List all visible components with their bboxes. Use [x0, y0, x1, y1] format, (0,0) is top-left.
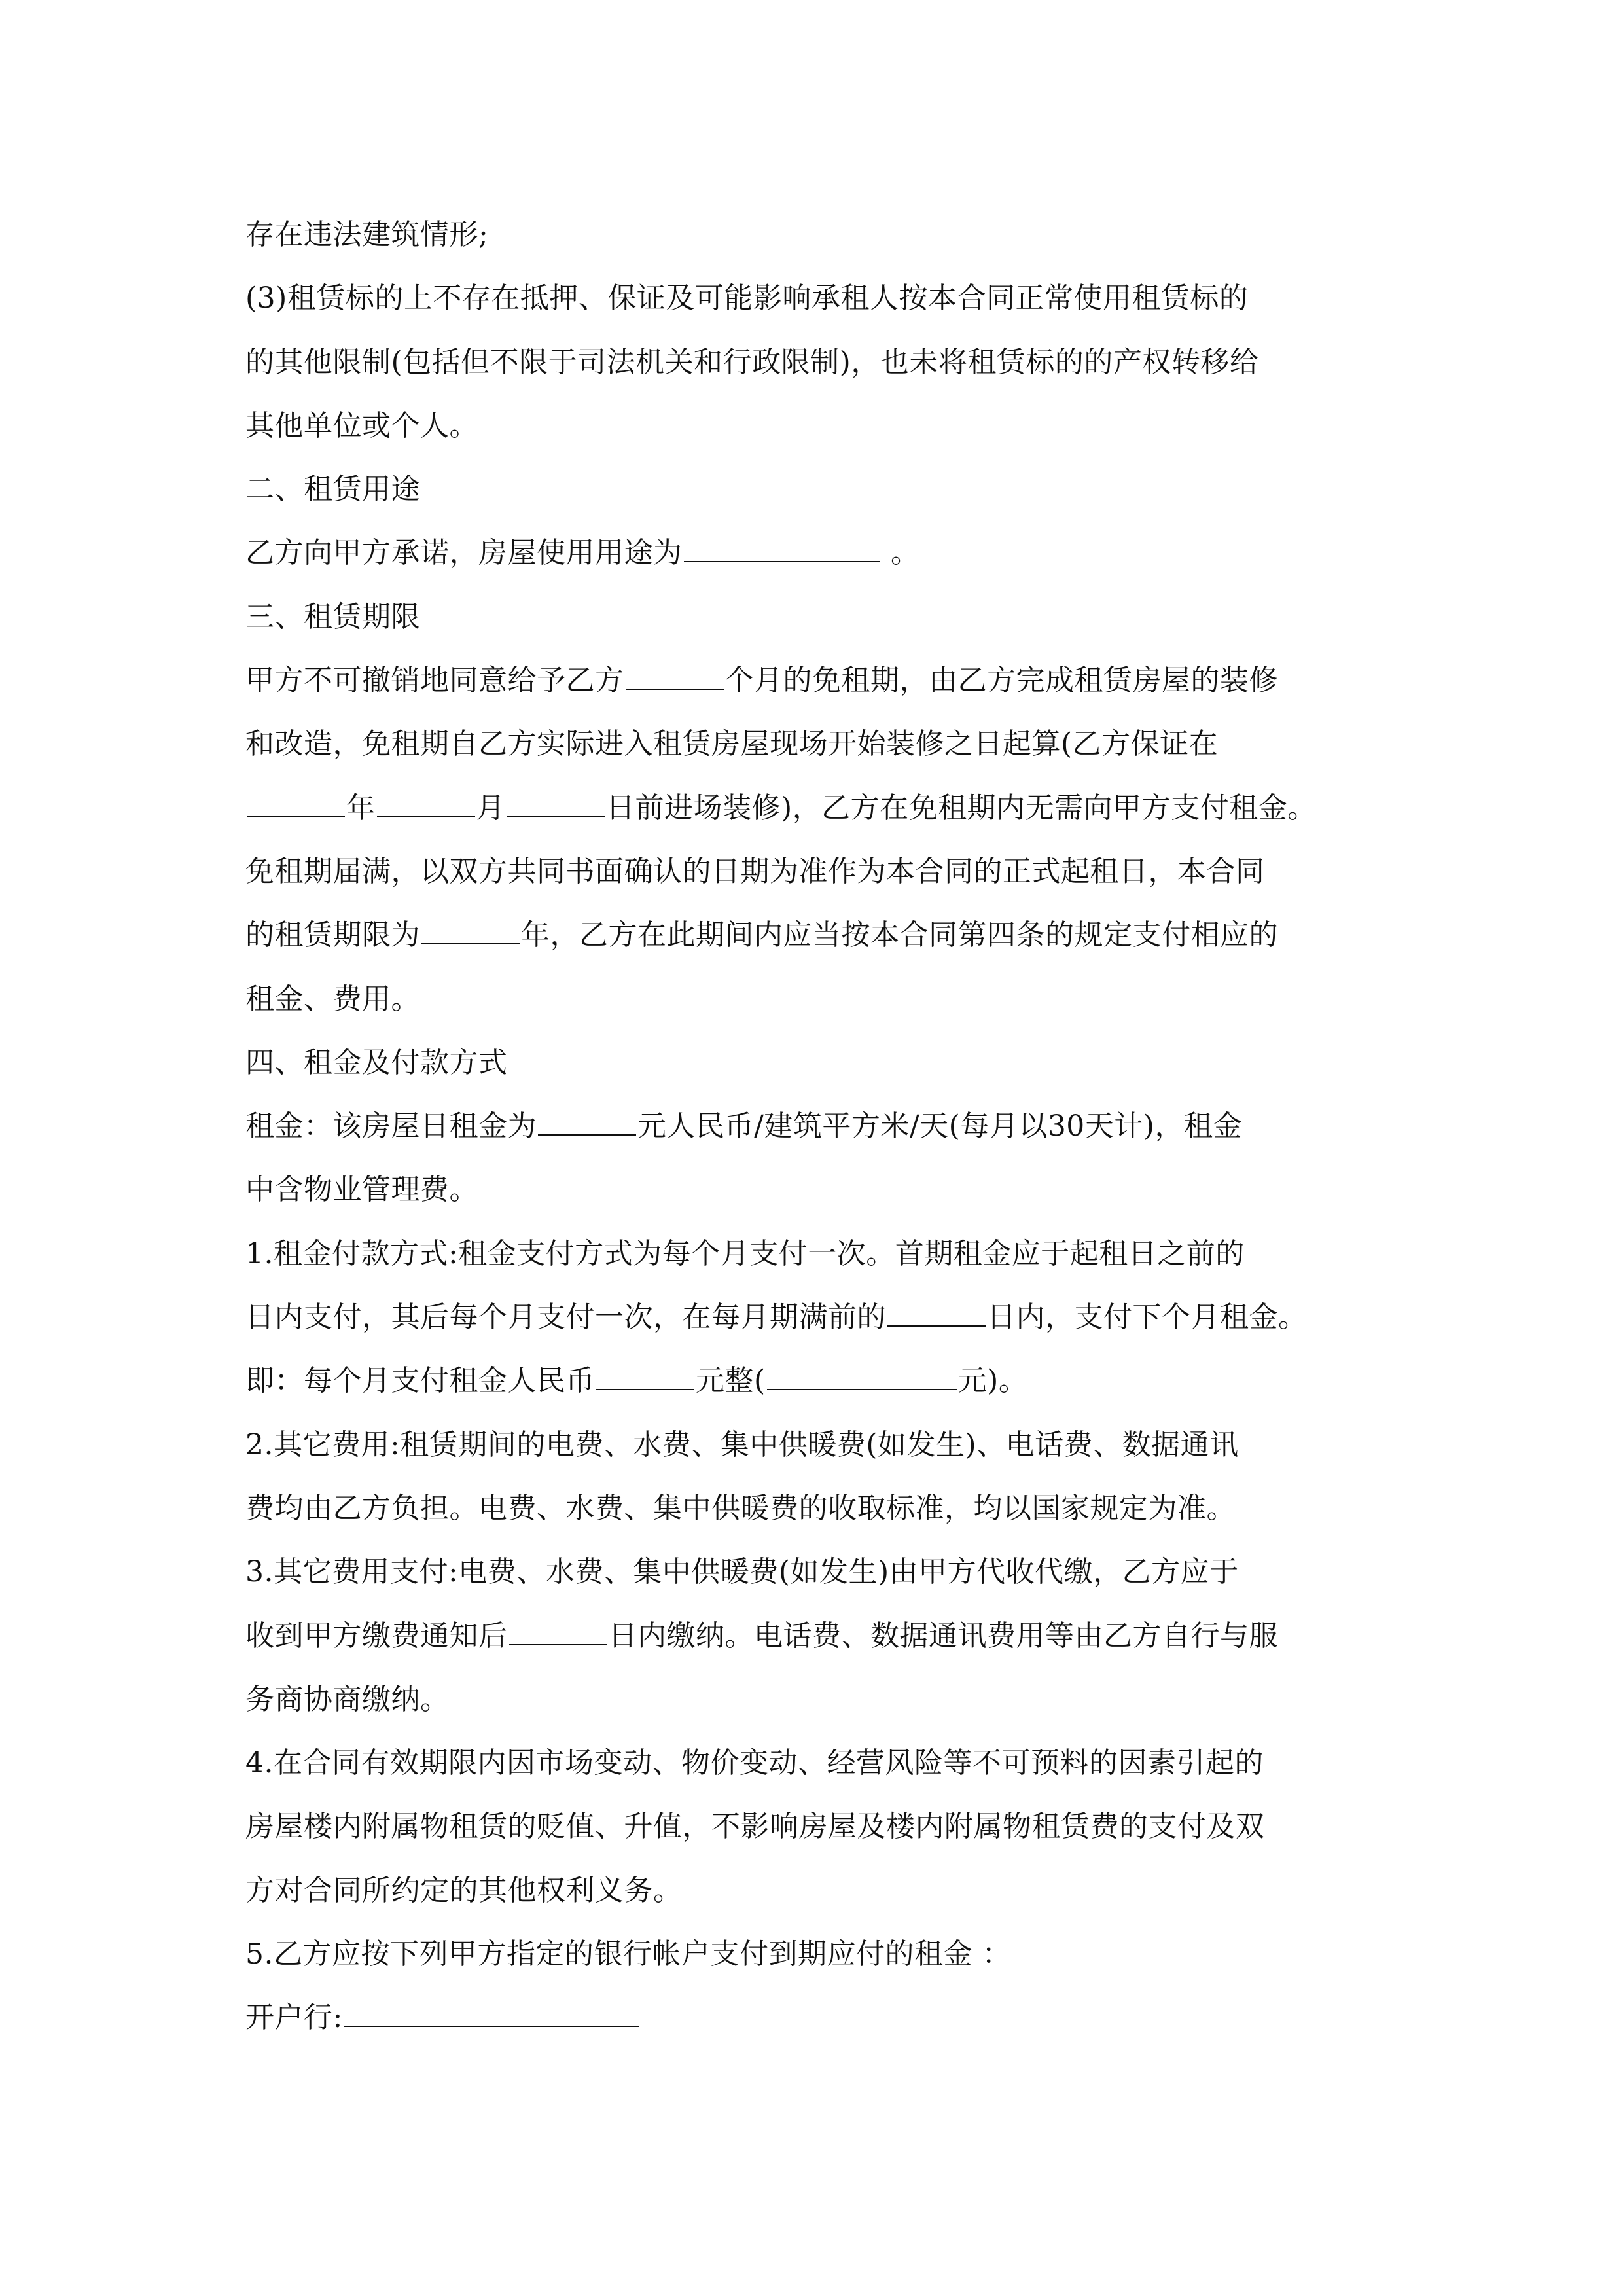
fill-blank-daily-rent	[538, 1108, 636, 1136]
text-fragment: 日内缴纳。电话费、数据通讯费用等由乙方自行与服	[608, 1619, 1278, 1653]
fill-blank-year	[247, 790, 345, 817]
text-line	[245, 1604, 1384, 1668]
text-fragment: 租金：该房屋日租金为	[245, 1109, 537, 1143]
text-fragment: 日内，支付下个月租金。	[987, 1300, 1308, 1335]
text-line	[245, 776, 1384, 840]
text-line: 存在违法建筑情形;	[245, 218, 489, 251]
fill-blank-free-months	[626, 662, 724, 690]
text-line: 2.其它费用:租赁期间的电费、水费、集中供暖费(如发生)、电话费、数据通讯	[245, 1427, 1239, 1462]
text-fragment: 。	[881, 536, 920, 570]
fill-blank-monthly-rent	[596, 1363, 694, 1390]
text-line	[245, 649, 1384, 712]
text-fragment: 开户行:	[245, 2001, 343, 2035]
text-line: 务商协商缴纳。	[245, 1682, 450, 1716]
fill-blank-monthly-rent-words	[767, 1363, 957, 1390]
text-fragment: 收到甲方缴费通知后	[245, 1619, 508, 1653]
text-line	[245, 903, 1384, 967]
text-line: 其他单位或个人。	[245, 408, 478, 442]
section-heading-term: 三、租赁期限	[245, 600, 420, 634]
text-line	[245, 1285, 1384, 1349]
text-line: 和改造，免租期自乙方实际进入租赁房屋现场开始装修之日起算(乙方保证在	[245, 727, 1219, 761]
section-heading-rent: 四、租金及付款方式	[245, 1045, 508, 1079]
text-fragment: 甲方不可撤销地同意给予乙方	[245, 664, 624, 698]
text-line: 4.在合同有效期限内因市场变动、物价变动、经营风险等不可预料的因素引起的	[245, 1746, 1264, 1780]
fill-blank-payment-days	[509, 1618, 607, 1645]
contract-page	[245, 203, 1384, 2050]
text-line: 3.其它费用支付:电费、水费、集中供暖费(如发生)由甲方代收代缴，乙方应于	[245, 1555, 1239, 1589]
text-line: (3)租赁标的上不存在抵押、保证及可能影响承租人按本合同正常使用租赁标的	[245, 281, 1249, 315]
text-line: 免租期届满，以双方共同书面确认的日期为准作为本合同的正式起租日，本合同	[245, 854, 1265, 888]
text-fragment: 元人民币/建筑平方米/天(每月以30天计)，租金	[637, 1109, 1242, 1143]
text-fragment: 乙方向甲方承诺，房屋使用用途为	[245, 536, 683, 570]
fill-blank-usage	[684, 535, 880, 562]
text-fragment: 日前进场装修)，乙方在免租期内无需向甲方支付租金。	[606, 791, 1317, 825]
text-line: 中含物业管理费。	[245, 1173, 478, 1207]
text-fragment: 元)。	[957, 1364, 1028, 1398]
text-line: 房屋楼内附属物租赁的贬值、升值，不影响房屋及楼内附属物租赁费的支付及双	[245, 1810, 1265, 1844]
text-fragment: 即：每个月支付租金人民币	[245, 1364, 595, 1398]
text-line: 的其他限制(包括但不限于司法机关和行政限制)，也未将租赁标的的产权转移给	[245, 345, 1259, 379]
text-fragment: 日内支付，其后每个月支付一次，在每月期满前的	[245, 1300, 886, 1335]
text-line	[245, 1986, 1384, 2049]
fill-blank-day	[507, 790, 605, 817]
text-line: 5.乙方应按下列甲方指定的银行帐户支付到期应付的租金 ：	[245, 1937, 1011, 1971]
text-line	[245, 1094, 1384, 1158]
text-line	[245, 1349, 1384, 1412]
text-fragment: 年	[346, 791, 376, 825]
section-heading-purpose: 二、租赁用途	[245, 473, 420, 507]
text-fragment: 个月的免租期，由乙方完成租赁房屋的装修	[724, 664, 1278, 698]
text-fragment: 年，乙方在此期间内应当按本合同第四条的规定支付相应的	[521, 918, 1278, 952]
text-fragment: 元整(	[696, 1364, 766, 1398]
text-line: 1.租金付款方式:租金支付方式为每个月支付一次。首期租金应于起租日之前的	[245, 1236, 1245, 1270]
text-line: 方对合同所约定的其他权利义务。	[245, 1873, 683, 1907]
text-line	[245, 521, 1384, 584]
fill-blank-month	[377, 790, 475, 817]
text-line: 租金、费用。	[245, 982, 420, 1016]
text-fragment: 月	[476, 791, 505, 825]
text-line: 费均由乙方负担。电费、水费、集中供暖费的收取标准，均以国家规定为准。	[245, 1491, 1236, 1525]
text-fragment: 的租赁期限为	[245, 918, 420, 952]
fill-blank-bank-name	[344, 2000, 639, 2027]
fill-blank-days-before	[887, 1299, 986, 1327]
fill-blank-lease-years	[421, 917, 520, 944]
